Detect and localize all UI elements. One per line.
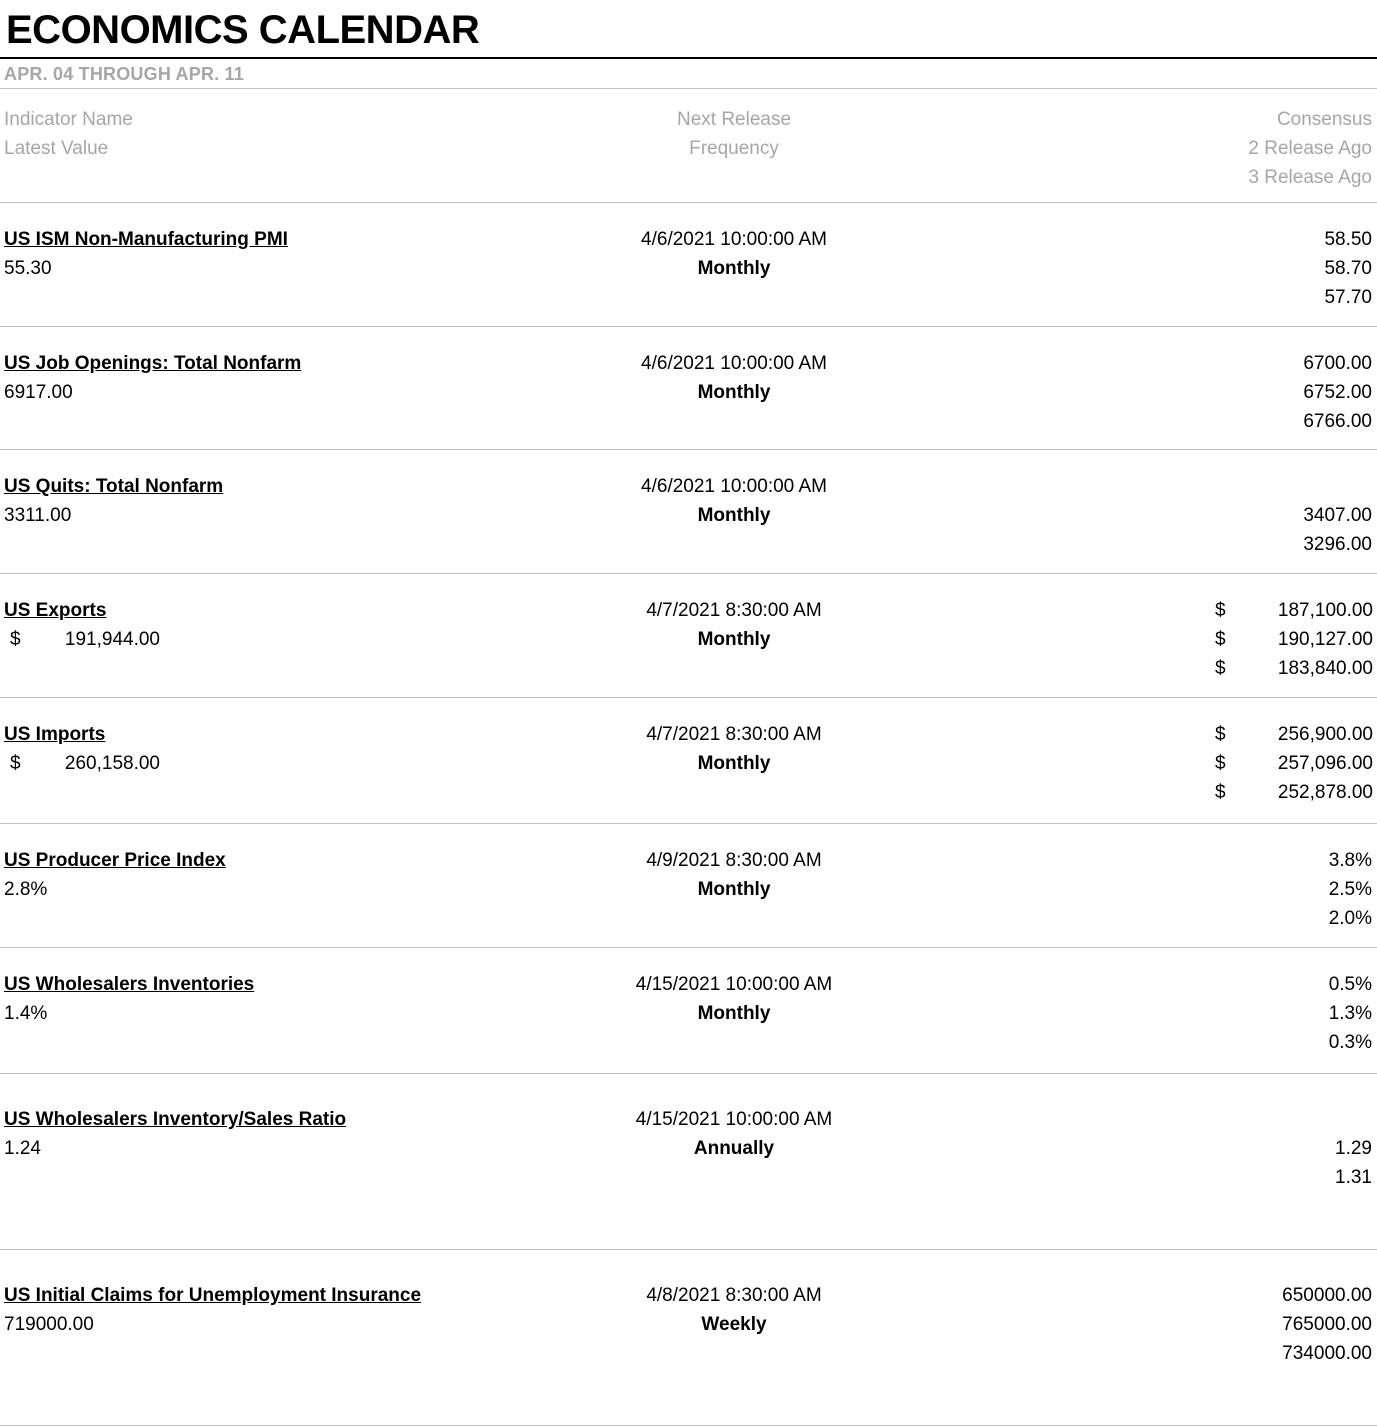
three-release-ago <box>1215 654 1373 683</box>
currency-symbol: $ <box>10 753 21 774</box>
three-release-ago: 2.0% <box>1328 908 1372 929</box>
latest-value: 1.4% <box>4 1003 48 1024</box>
row-divider <box>0 326 1377 327</box>
latest-value: 1.24 <box>4 1138 41 1159</box>
next-release: 4/7/2021 8:30:00 AM <box>646 724 822 745</box>
table-row <box>0 225 1377 315</box>
table-row <box>0 1281 1377 1371</box>
date-range: APR. 04 THROUGH APR. 11 <box>4 64 244 84</box>
consensus: 58.50 <box>1324 229 1372 250</box>
indicator-name-link[interactable]: US Wholesalers Inventory/Sales Ratio <box>4 1109 347 1130</box>
column-header-latest-value: Latest Value <box>4 138 109 159</box>
latest-value: 2.8% <box>4 879 48 900</box>
table-row <box>0 846 1377 936</box>
table-row <box>0 472 1377 562</box>
next-release: 4/15/2021 10:00:00 AM <box>635 1109 833 1130</box>
column-header-2-release-ago: 2 Release Ago <box>1248 138 1372 159</box>
frequency: Weekly <box>701 1314 767 1335</box>
three-release-ago-value: 252,878.00 <box>1277 782 1373 803</box>
next-release: 4/6/2021 10:00:00 AM <box>641 476 827 497</box>
two-release-ago: 1.3% <box>1328 1003 1372 1024</box>
next-release: 4/6/2021 10:00:00 AM <box>641 229 827 250</box>
two-release-ago: 3407.00 <box>1303 505 1372 526</box>
latest-value <box>4 625 160 654</box>
latest-value-value: 191,944.00 <box>64 629 160 650</box>
row-divider <box>0 1249 1377 1250</box>
currency-symbol: $ <box>1215 753 1226 774</box>
row-divider <box>0 449 1377 450</box>
latest-value <box>4 749 160 778</box>
next-release: 4/7/2021 8:30:00 AM <box>646 600 822 621</box>
row-divider <box>0 573 1377 574</box>
divider <box>0 202 1377 203</box>
currency-symbol: $ <box>1215 629 1226 650</box>
indicator-name-link[interactable]: US ISM Non-Manufacturing PMI <box>4 229 288 250</box>
latest-value: 6917.00 <box>4 382 73 403</box>
frequency: Monthly <box>697 879 771 900</box>
three-release-ago-value: 183,840.00 <box>1277 658 1373 679</box>
currency-symbol: $ <box>1215 724 1226 745</box>
consensus: 650000.00 <box>1282 1285 1372 1306</box>
three-release-ago: 1.31 <box>1335 1167 1372 1188</box>
consensus <box>1215 596 1373 625</box>
currency-symbol: $ <box>1215 600 1226 621</box>
two-release-ago <box>1215 625 1373 654</box>
three-release-ago: 6766.00 <box>1303 411 1372 432</box>
currency-symbol: $ <box>1215 782 1226 803</box>
latest-value-value: 260,158.00 <box>64 753 160 774</box>
three-release-ago: 3296.00 <box>1303 534 1372 555</box>
frequency: Monthly <box>697 629 771 650</box>
consensus-value: 187,100.00 <box>1277 600 1373 621</box>
consensus-value: 256,900.00 <box>1277 724 1373 745</box>
row-divider <box>0 1425 1377 1426</box>
row-divider <box>0 823 1377 824</box>
column-header-next-release: Next Release <box>676 109 792 130</box>
table-row <box>0 720 1377 810</box>
indicator-name-link[interactable]: US Job Openings: Total Nonfarm <box>4 353 302 374</box>
two-release-ago-value: 257,096.00 <box>1277 753 1373 774</box>
title-divider <box>0 57 1377 59</box>
frequency: Monthly <box>697 753 771 774</box>
indicator-name-link[interactable]: US Initial Claims for Unemployment Insurance <box>4 1285 422 1306</box>
frequency: Monthly <box>697 382 771 403</box>
consensus: 0.5% <box>1328 974 1372 995</box>
two-release-ago: 2.5% <box>1328 879 1372 900</box>
consensus <box>1215 720 1373 749</box>
currency-symbol: $ <box>10 629 21 650</box>
two-release-ago: 765000.00 <box>1282 1314 1372 1335</box>
latest-value: 3311.00 <box>4 505 72 526</box>
table-row <box>0 596 1377 686</box>
consensus: 6700.00 <box>1303 353 1372 374</box>
next-release: 4/9/2021 8:30:00 AM <box>646 850 822 871</box>
page-title: ECONOMICS CALENDAR <box>6 8 480 52</box>
table-row <box>0 1105 1377 1195</box>
two-release-ago <box>1215 749 1373 778</box>
row-divider <box>0 947 1377 948</box>
indicator-name-link[interactable]: US Producer Price Index <box>4 850 226 871</box>
two-release-ago: 6752.00 <box>1303 382 1372 403</box>
consensus: 3.8% <box>1328 850 1372 871</box>
latest-value: 55.30 <box>4 258 52 279</box>
three-release-ago <box>1215 778 1373 807</box>
three-release-ago: 57.70 <box>1324 287 1372 308</box>
two-release-ago: 1.29 <box>1335 1138 1372 1159</box>
frequency: Annually <box>693 1138 775 1159</box>
next-release: 4/8/2021 8:30:00 AM <box>646 1285 822 1306</box>
currency-symbol: $ <box>1215 658 1226 679</box>
three-release-ago: 0.3% <box>1328 1032 1372 1053</box>
column-header-3-release-ago: 3 Release Ago <box>1248 167 1372 188</box>
frequency: Monthly <box>697 505 771 526</box>
column-header-indicator-name: Indicator Name <box>4 109 133 130</box>
next-release: 4/6/2021 10:00:00 AM <box>641 353 827 374</box>
indicator-name-link[interactable]: US Quits: Total Nonfarm <box>4 476 224 497</box>
table-row <box>0 349 1377 439</box>
indicator-name-link[interactable]: US Exports <box>4 600 107 621</box>
two-release-ago-value: 190,127.00 <box>1277 629 1373 650</box>
frequency: Monthly <box>697 1003 771 1024</box>
column-header-consensus: Consensus <box>1276 109 1372 130</box>
row-divider <box>0 697 1377 698</box>
column-header-frequency: Frequency <box>689 138 779 159</box>
indicator-name-link[interactable]: US Imports <box>4 724 106 745</box>
latest-value: 719000.00 <box>4 1314 94 1335</box>
row-divider <box>0 1073 1377 1074</box>
next-release: 4/15/2021 10:00:00 AM <box>635 974 833 995</box>
three-release-ago: 734000.00 <box>1282 1343 1372 1364</box>
two-release-ago: 58.70 <box>1324 258 1372 279</box>
divider <box>0 88 1377 89</box>
frequency: Monthly <box>697 258 771 279</box>
indicator-name-link[interactable]: US Wholesalers Inventories <box>4 974 255 995</box>
table-row <box>0 970 1377 1060</box>
